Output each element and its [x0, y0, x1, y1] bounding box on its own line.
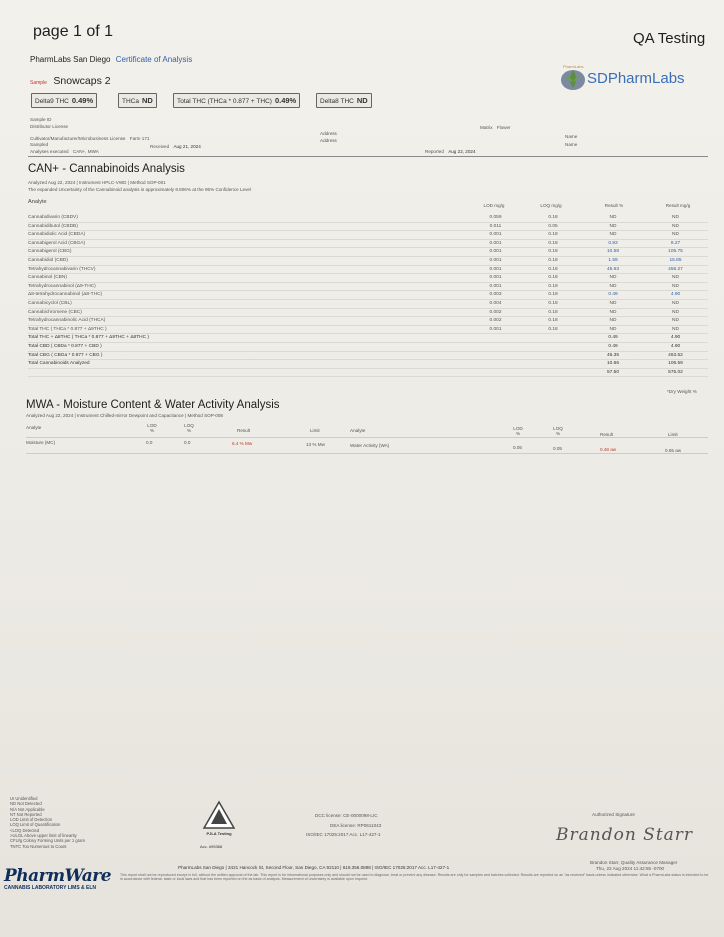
pill-label: Delta8 THC	[320, 98, 354, 105]
total-row	[28, 351, 708, 360]
cell-pct: ND	[583, 214, 643, 222]
legend-item: ND Not Detected	[10, 801, 42, 807]
pill-value: ND	[141, 96, 153, 105]
cell-mg: 15.85	[643, 256, 708, 265]
cell-analyte: Tetrahydrocannabinolic Acid (THCA)	[28, 317, 468, 326]
cell-empty	[523, 360, 583, 369]
cell-mg: 4.90	[643, 291, 708, 300]
pill-value: ND	[356, 96, 368, 105]
cell-loq: 0.18	[523, 291, 583, 300]
logo-text: SDPharmLabs	[587, 70, 685, 87]
col-lod-header: LOD mg/g	[483, 203, 505, 208]
cell-lod: 0.001	[468, 282, 523, 291]
info-divider	[28, 156, 708, 157]
cell-pct: 57.50	[583, 368, 643, 377]
cell-mg: ND	[643, 274, 708, 283]
cell-mg: ND	[643, 282, 708, 291]
reported-label: Reported	[425, 149, 444, 154]
handwritten-signature: Brandon Starr	[556, 825, 694, 845]
cannabinoids-analyzed: Analyzed Aug 22, 2024 | Instrument HPLC-VWD | Method SOP-001	[28, 180, 166, 185]
cell-analyte: Cannabidiol (CBD)	[28, 256, 468, 265]
cell-empty	[523, 351, 583, 360]
mw-analyte2: Water Activity (WA)	[350, 443, 390, 448]
cell-pct: 45.63	[583, 265, 643, 274]
name-label-1: Name	[565, 134, 578, 139]
cell-pct: 1.59	[583, 256, 643, 265]
table-row	[28, 231, 708, 240]
cell-lod: 0.003	[468, 291, 523, 300]
cell-mg: 456.27	[643, 265, 708, 274]
mw-h-analyte2: Analyte	[350, 428, 366, 433]
cell-pct: ND	[583, 222, 643, 231]
distributor-label: Distributor License	[30, 124, 69, 129]
total-row	[28, 342, 708, 351]
cell-analyte: Total CBG ( CBGa * 0.877 + CBG )	[28, 351, 468, 360]
analyses-value: CAN+, MWA	[72, 149, 99, 154]
mw-h-loq: LOQ %	[184, 423, 194, 433]
matrix-value: Flower	[496, 125, 511, 130]
cell-lod: 0.002	[468, 317, 523, 326]
matrix-label: Matrix	[480, 125, 493, 130]
address-label-1: Address	[320, 131, 337, 136]
cell-analyte: Total THC + Δ8THC ( THCa * 0.877 + Δ9THC + Δ8THC )	[28, 334, 468, 343]
cell-loq: 0.18	[523, 308, 583, 317]
cell-loq: 0.18	[523, 248, 583, 257]
cell-pct: ND	[583, 282, 643, 291]
cell-mg: ND	[643, 299, 708, 308]
cell-mg: 4.90	[643, 334, 708, 343]
cell-lod: 0.001	[468, 231, 523, 240]
cell-analyte: Δ8-tetrahydrocannabinol (Δ8-THC)	[28, 291, 468, 300]
cell-empty	[523, 342, 583, 351]
dea-license: DEA license: RP0611043	[330, 823, 382, 828]
cell-analyte: Cannabidiolic Acid (CBDA)	[28, 231, 468, 240]
cell-lod: 0.059	[468, 214, 523, 222]
legend-item: TNTC Too Numerous to Count	[10, 843, 67, 849]
received-label: Received	[150, 144, 170, 149]
cell-mg: 105.75	[643, 248, 708, 257]
cell-analyte: Cannabigerol (CBG)	[28, 248, 468, 257]
reported-line	[425, 149, 476, 154]
cell-analyte	[28, 368, 468, 377]
cell-pct: 10.66	[583, 360, 643, 369]
cultivator-value: Farm 171	[129, 136, 150, 141]
cell-loq: 0.05	[523, 222, 583, 231]
table-row	[28, 222, 708, 231]
cell-analyte: Cannabicyclol (CBL)	[28, 299, 468, 308]
page-label: page 1 of 1	[33, 23, 114, 40]
qa-label: QA Testing	[633, 30, 706, 47]
table-row	[28, 248, 708, 257]
table-row	[28, 325, 708, 334]
dry-weight-footnote: *Dry Weight %	[667, 389, 697, 394]
sampled-label: Sampled	[30, 142, 49, 147]
cell-pct: 10.58	[583, 248, 643, 257]
table-row	[28, 291, 708, 300]
signed-date: Thu, 22 Aug 2024 11:42:55 -0700	[596, 866, 665, 871]
mw-limit: 13 % Mw	[306, 442, 325, 447]
mw-h-lod2: LOD %	[513, 426, 523, 436]
cell-mg: ND	[643, 222, 708, 231]
table-row	[28, 256, 708, 265]
legend-item: NT Not Reported	[10, 811, 42, 817]
matrix-line	[480, 125, 511, 130]
pill-value: 0.49%	[71, 96, 94, 105]
reported-value: Aug 22, 2024	[448, 149, 476, 154]
col-result-mg-header: Result mg/g	[665, 203, 691, 208]
cell-mg: ND	[643, 317, 708, 326]
cell-pct: ND	[583, 231, 643, 240]
cell-pct: 0.49	[583, 334, 643, 343]
cell-analyte: Tetrahydrocannabinol (Δ9-THC)	[28, 282, 468, 291]
cell-empty	[468, 342, 523, 351]
iso-accreditation: ISO/IEC 17025:2017 Acc. L17-427-1	[306, 832, 381, 837]
moisture-header-line	[26, 437, 708, 438]
legend-item: N/A Not Applicable	[10, 806, 45, 812]
cell-lod: 0.002	[468, 308, 523, 317]
cell-mg: 463.52	[643, 351, 708, 360]
sample-line	[30, 71, 111, 89]
legend-item: >ULOL Above upper limit of linearity	[10, 833, 77, 839]
signer-line: Brandon Starr, Quality Assurance Manager	[590, 860, 678, 865]
pill-value: 0.49%	[274, 96, 297, 105]
cannabinoids-rows	[28, 214, 708, 377]
cell-loq: 0.18	[523, 265, 583, 274]
total-thc-pill	[173, 93, 300, 108]
mw-lod: 0.0	[146, 440, 153, 445]
cell-analyte: Cannabidibutol (CBDB)	[28, 222, 468, 231]
footer-address: PharmLabs San Diego | 3421 Hancock St, Second Floor, San Diego, CA 92110 | 619.356.0898 | ISO/IEC 17025:2017 Acc. L17-427-1	[178, 865, 450, 870]
cell-mg: ND	[643, 325, 708, 334]
cell-mg: ND	[643, 308, 708, 317]
mw-loq: 0.0	[184, 440, 191, 445]
table-row	[28, 282, 708, 291]
moisture-row-line	[26, 453, 708, 454]
mw-h-result2: Result	[600, 432, 614, 437]
cell-loq: 0.18	[523, 274, 583, 283]
legend-item: CFU/g Colony Forming Units per 1 gram	[10, 838, 85, 844]
pill-label: Delta9 THC	[35, 98, 69, 105]
company-line	[30, 55, 192, 64]
col-analyte-header: Analyte	[28, 199, 47, 205]
table-row	[28, 239, 708, 248]
cell-mg: ND	[643, 214, 708, 222]
sample-prefix: Sample	[30, 80, 47, 86]
cell-lod: 0.011	[468, 222, 523, 231]
cell-analyte: Cannabinol (CBN)	[28, 274, 468, 283]
cell-pct: ND	[583, 325, 643, 334]
mw-h-limit2: Limit	[668, 432, 678, 437]
coa-title: Certificate of Analysis	[115, 55, 193, 64]
sdpharmlabs-logo	[557, 64, 717, 94]
pharmware-tagline: CANNABIS LABORATORY LIMS & ELN	[4, 885, 97, 891]
cell-lod: 0.001	[468, 256, 523, 265]
cell-lod: 0.004	[468, 299, 523, 308]
total-row	[28, 360, 708, 369]
cell-mg: 575.02	[643, 368, 708, 377]
total-row	[28, 368, 708, 377]
table-row	[28, 308, 708, 317]
table-row	[28, 317, 708, 326]
cell-analyte: Total THC ( THCa * 0.877 + Δ9THC )	[28, 325, 468, 334]
cell-pct: ND	[583, 308, 643, 317]
pjla-badge	[190, 800, 248, 850]
analyses-line	[30, 149, 99, 154]
legend-item: <LOQ Detected	[10, 827, 40, 833]
mw-result2: 0.48 aw	[600, 447, 617, 452]
sample-name: Snowcaps 2	[53, 75, 111, 87]
cell-empty	[468, 351, 523, 360]
mw-loq2: 0.05	[553, 446, 562, 451]
cell-loq: 0.18	[523, 299, 583, 308]
name-label-2: Name	[565, 142, 578, 147]
cell-analyte: Tetrahydrocannabivarin (THCV)	[28, 265, 468, 274]
cell-mg: 4.90	[643, 342, 708, 351]
pjla-number: Acc. #95368	[200, 844, 223, 849]
delta9-thc-pill	[31, 93, 97, 108]
mw-h-loq2: LOQ %	[553, 426, 563, 436]
total-row	[28, 334, 708, 343]
cell-empty	[468, 334, 523, 343]
cell-loq: 0.18	[523, 214, 583, 222]
legend-item: LOD Limit of Detection	[10, 817, 53, 823]
cell-lod: 0.001	[468, 274, 523, 283]
col-result-pct-header: Result %	[604, 203, 624, 208]
mw-limit2: 0.65 aw	[665, 448, 682, 453]
cell-pct: 0.83	[583, 239, 643, 248]
cannabinoids-table	[28, 214, 708, 377]
cell-mg: ND	[643, 231, 708, 240]
pharmware-brand	[4, 866, 111, 891]
cell-pct: ND	[583, 317, 643, 326]
cell-empty	[523, 368, 583, 377]
cannabinoids-uncertainty: The expanded Uncertainty of the Cannabinoid analysis is approximately 8.806% at the 95% Confidence Level	[28, 187, 251, 192]
sample-id-label: Sample ID	[30, 117, 52, 122]
mw-analyte: Moisture (MC)	[26, 440, 56, 445]
pharmware-wordmark: PharmWare	[4, 866, 112, 886]
cell-lod: 0.001	[468, 265, 523, 274]
cell-mg: 8.27	[643, 239, 708, 248]
cell-empty	[523, 334, 583, 343]
footer-disclaimer: This report shall not be reproduced except in full, without the written approval of the lab. This report is for informational purposes only and should not be used to diagnose, treat or prevent any disease. Results are only for samples and batches collected. Results are reported on an "as received" basis unless indicated otherwise. What a PharmLabs status is intended to be in accordance with federal, state or local laws and that has been reported on the as basis of analysis. Measurement of uncertainty is available upon request.	[120, 873, 709, 882]
cell-lod: 0.001	[468, 248, 523, 257]
logo-badge-text: PharmLabs	[563, 64, 584, 69]
signature-title: Authorized Signature	[592, 812, 635, 817]
col-loq-header: LOQ mg/g	[540, 203, 562, 208]
cell-analyte: Cannabigerol Acid (CBGA)	[28, 239, 468, 248]
cell-loq: 0.18	[523, 317, 583, 326]
cultivator-label: Cultivator/Manufacturer/Microbusiness License	[30, 136, 126, 141]
table-row	[28, 299, 708, 308]
cell-pct: 0.49	[583, 291, 643, 300]
cell-analyte: Total CBD ( CBDa * 0.877 + CBD )	[28, 342, 468, 351]
moisture-title: MWA - Moisture Content & Water Activity Analysis	[26, 399, 280, 411]
cell-empty	[468, 360, 523, 369]
cell-pct: ND	[583, 274, 643, 283]
mw-h-analyte: Analyte	[26, 425, 42, 430]
cell-loq: 0.18	[523, 239, 583, 248]
analyses-label: Analyses executed	[30, 149, 69, 154]
cannabinoids-title: CAN+ - Cannabinoids Analysis	[28, 163, 185, 175]
cell-analyte: Cannabichromene (CBC)	[28, 308, 468, 317]
legend-item: LOQ Limit of Quantification	[10, 822, 61, 828]
moisture-analyzed: Analyzed Aug 22, 2024 | Instrument Chilled-mirror Dewpoint and Capacitance | Method SOP-008	[26, 413, 223, 418]
address-label-2: Address	[320, 138, 337, 143]
cell-pct: ND	[583, 299, 643, 308]
legend-heading: UI Unidentified	[10, 796, 38, 801]
pjla-label: PJLA Testing	[206, 831, 232, 836]
legend-list	[10, 801, 85, 849]
thca-pill	[118, 93, 157, 108]
abbreviation-legend	[10, 796, 85, 849]
cell-loq: 0.18	[523, 282, 583, 291]
mw-h-result: Result	[237, 428, 251, 433]
pill-label: Total THC (THCa * 0.877 + THC)	[177, 98, 272, 105]
company-name: PharmLabs San Diego	[30, 55, 111, 64]
cell-pct: 0.49	[583, 342, 643, 351]
table-row	[28, 274, 708, 283]
received-line	[150, 144, 201, 149]
received-value: Aug 21, 2024	[173, 144, 201, 149]
pill-label: THCa	[122, 98, 139, 105]
cell-pct: 46.35	[583, 351, 643, 360]
table-row	[28, 265, 708, 274]
cell-empty	[468, 368, 523, 377]
cell-loq: 0.18	[523, 231, 583, 240]
mw-h-limit: Limit	[310, 428, 320, 433]
mw-result: 6.4 % Mw	[232, 441, 253, 446]
cultivator-line	[30, 136, 149, 141]
cell-analyte: Total Cannabinoids Analyzed	[28, 360, 468, 369]
table-row	[28, 214, 708, 222]
cell-analyte: Cannabidivarin (CBDV)	[28, 214, 468, 222]
cell-mg: 106.59	[643, 360, 708, 369]
dcc-license: DCC license: CE-0000098-LIC	[315, 813, 378, 818]
delta8-thc-pill	[316, 93, 372, 108]
cell-lod: 0.001	[468, 239, 523, 248]
mw-lod2: 0.05	[513, 445, 522, 450]
cell-loq: 0.18	[523, 325, 583, 334]
cell-loq: 0.18	[523, 256, 583, 265]
mw-h-lod: LOD %	[147, 423, 157, 433]
cell-lod: 0.001	[468, 325, 523, 334]
pjla-emblem-icon	[202, 800, 236, 830]
